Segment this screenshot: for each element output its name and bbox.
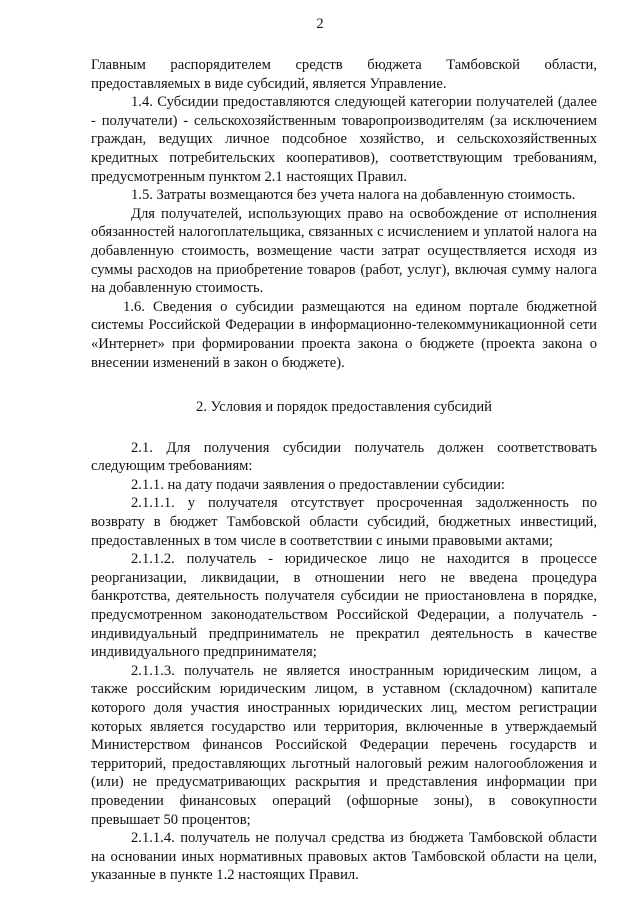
paragraph-2-1-1-4: 2.1.1.4. получатель не получал средства из бюджета Тамбовской области на основании иных нормативных правовых актов Тамбовской области на цели, указанные в пункте 1.2 настоящих Правил. xyxy=(91,830,597,884)
paragraph-1-4: 1.4. Субсидии предоставляются следующей категории получателей (далее - получатели) - сельскохозяйственным товаропроизводителям (за исключением граждан, ведущих личное подсобное хозяйство, и сельскохозяйственных кредитных потребительских кооперативов), соответствующим требованиям, предусмотренным пунктом 2.1 настоящих Правил. xyxy=(91,94,597,185)
section-heading-2: 2. Условия и порядок предоставления субсидий xyxy=(196,399,492,416)
document-body xyxy=(91,56,597,885)
paragraph-main-manager: Главным распорядителем средств бюджета Тамбовской области, предоставляемых в виде субсидий, является Управление. xyxy=(91,57,597,92)
paragraph-1-5-vat-exempt: Для получателей, использующих право на освобождение от исполнения обязанностей налогоплательщика, связанных с исчислением и уплатой налога на добавленную стоимость, возмещение части затрат осуществляется исходя из суммы расходов на приобретение товаров (работ, услуг), включая сумму налога на добавленную стоимость. xyxy=(91,205,597,297)
paragraph-2-1-1: 2.1.1. на дату подачи заявления о предоставлении субсидии: xyxy=(131,476,505,493)
paragraph-1-5: 1.5. Затраты возмещаются без учета налога на добавленную стоимость. xyxy=(131,187,576,204)
paragraph-2-1-1-3: 2.1.1.3. получатель не является иностранным юридическим лицом, а также российским юридическим лицом, в уставном (складочном) капитале которого доля участия иностранных юридических лиц, местом регистрации которых является государство или территория, включенные в утверждаемый Министерством финансов Российской Федерации перечень государств и территорий, предоставляющих льготный налоговый режим налогообложения и (или) не предусматривающих раскрытия и представления информации при проведении финансовых операций (офшорные зоны), в совокупности превышает 50 процентов; xyxy=(91,662,597,828)
paragraph-2-1-1-1: 2.1.1.1. у получателя отсутствует просроченная задолженность по возврату в бюджет Тамбовской области субсидий, бюджетных инвестиций, предоставленных в том числе в соответствии с иными правовыми актами; xyxy=(91,495,597,549)
paragraph-2-1-1-2: 2.1.1.2. получатель - юридическое лицо не находится в процессе реорганизации, ликвидации, в отношении него не введена процедура банкротства, деятельность получателя субсидии не приостановлена в порядке, предусмотренном законодательством Российской Федерации, а получатель - индивидуальный предприниматель не прекратил деятельность в качестве индивидуального предпринимателя; xyxy=(91,551,597,661)
paragraph-2-1: 2.1. Для получения субсидии получатель должен соответствовать следующим требованиям: xyxy=(91,439,597,475)
paragraph-1-6: 1.6. Сведения о субсидии размещаются на едином портале бюджетной системы Российской Федерации в информационно-телекоммуникационной сети «Интернет» при формировании проекта закона о бюджете (проекта закона о внесении изменений в закон о бюджете). xyxy=(91,298,597,371)
page-number: 2 xyxy=(316,16,324,32)
